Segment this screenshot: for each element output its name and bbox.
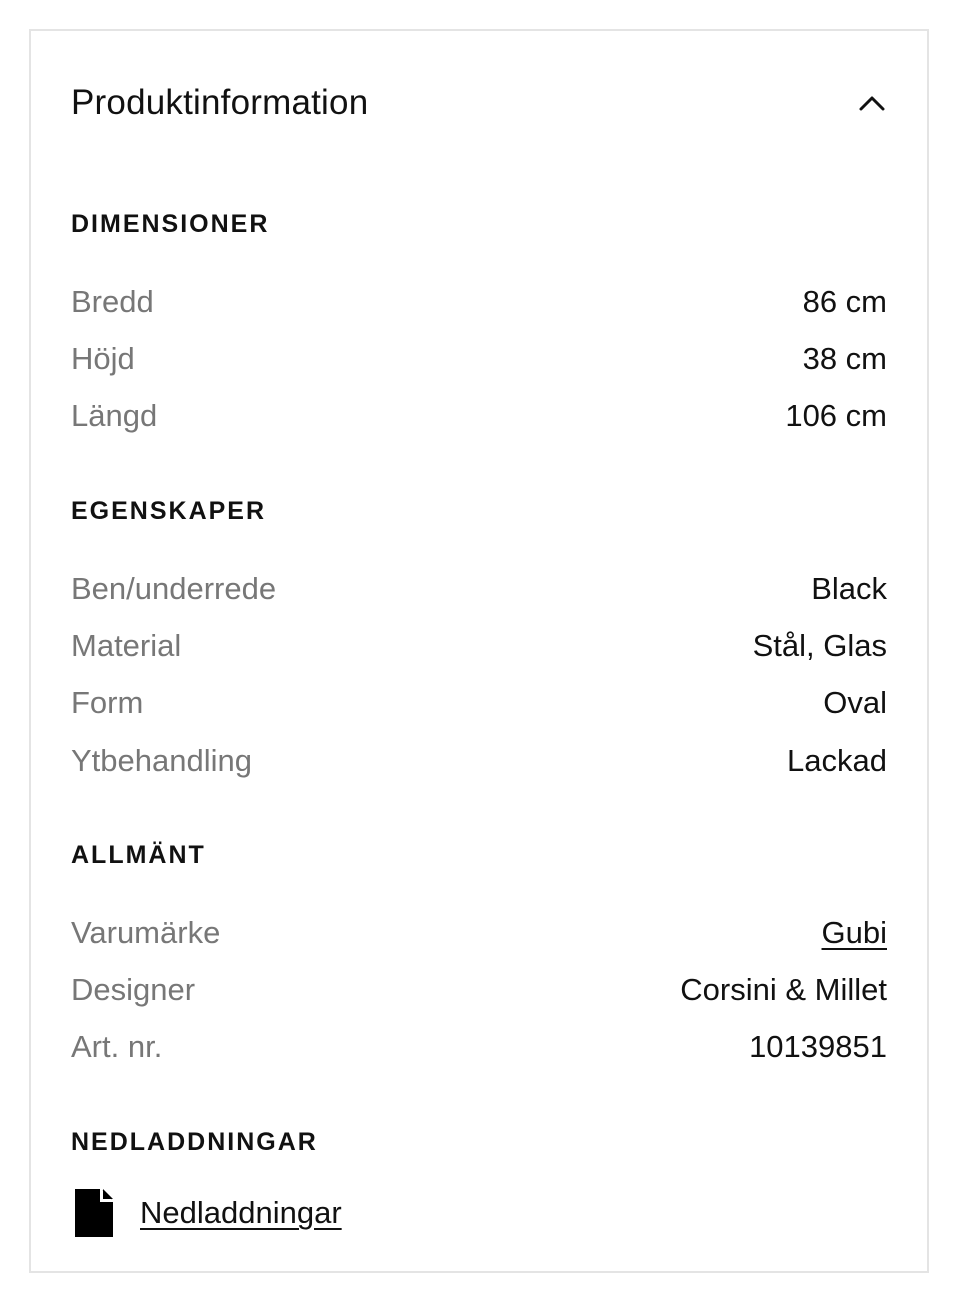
section-heading: NEDLADDNINGAR [71, 1128, 318, 1156]
brand-link[interactable]: Gubi [821, 914, 887, 950]
section-heading: ALLMÄNT [71, 841, 206, 869]
spec-row-material [71, 617, 887, 674]
spec-value: Oval [823, 685, 887, 721]
spec-value: Corsini & Millet [680, 971, 887, 1007]
spec-row-shape [71, 675, 887, 732]
spec-value: 38 cm [802, 340, 887, 376]
downloads-link-label[interactable]: Nedladdningar [140, 1195, 342, 1230]
spec-label: Designer [71, 971, 196, 1007]
spec-value: 10139851 [749, 1029, 887, 1065]
spec-value: 106 cm [785, 398, 887, 434]
chevron-up-icon[interactable] [857, 88, 887, 118]
spec-value: Lackad [787, 742, 887, 778]
spec-value: Stål, Glas [752, 627, 887, 663]
spec-row-article-number [71, 1019, 887, 1076]
section-heading: EGENSKAPER [71, 497, 267, 525]
file-icon [74, 1188, 114, 1238]
spec-label: Bredd [71, 283, 154, 319]
spec-row-finish [71, 732, 887, 789]
spec-label: Varumärke [71, 914, 221, 950]
product-info-panel [29, 29, 929, 1273]
panel-title: Produktinformation [71, 83, 369, 122]
spec-row-designer [71, 961, 887, 1018]
spec-row-width [71, 273, 887, 330]
downloads-link[interactable] [71, 1187, 887, 1239]
section-properties [71, 496, 887, 789]
spec-label: Art. nr. [71, 1029, 163, 1065]
spec-row-length [71, 388, 887, 445]
spec-row-height [71, 330, 887, 387]
spec-label: Ytbehandling [71, 742, 252, 778]
section-general [71, 840, 887, 1076]
spec-value: 86 cm [802, 283, 887, 319]
spec-label: Ben/underrede [71, 570, 277, 606]
product-info-header[interactable] [71, 75, 887, 131]
spec-label: Material [71, 627, 182, 663]
spec-label: Form [71, 685, 144, 721]
section-heading: DIMENSIONER [71, 210, 270, 238]
spec-row-legs [71, 560, 887, 617]
section-dimensions [71, 209, 887, 445]
spec-row-brand [71, 904, 887, 961]
spec-label: Höjd [71, 340, 135, 376]
spec-value: Black [811, 570, 887, 606]
spec-label: Längd [71, 398, 158, 434]
section-downloads [71, 1127, 887, 1239]
